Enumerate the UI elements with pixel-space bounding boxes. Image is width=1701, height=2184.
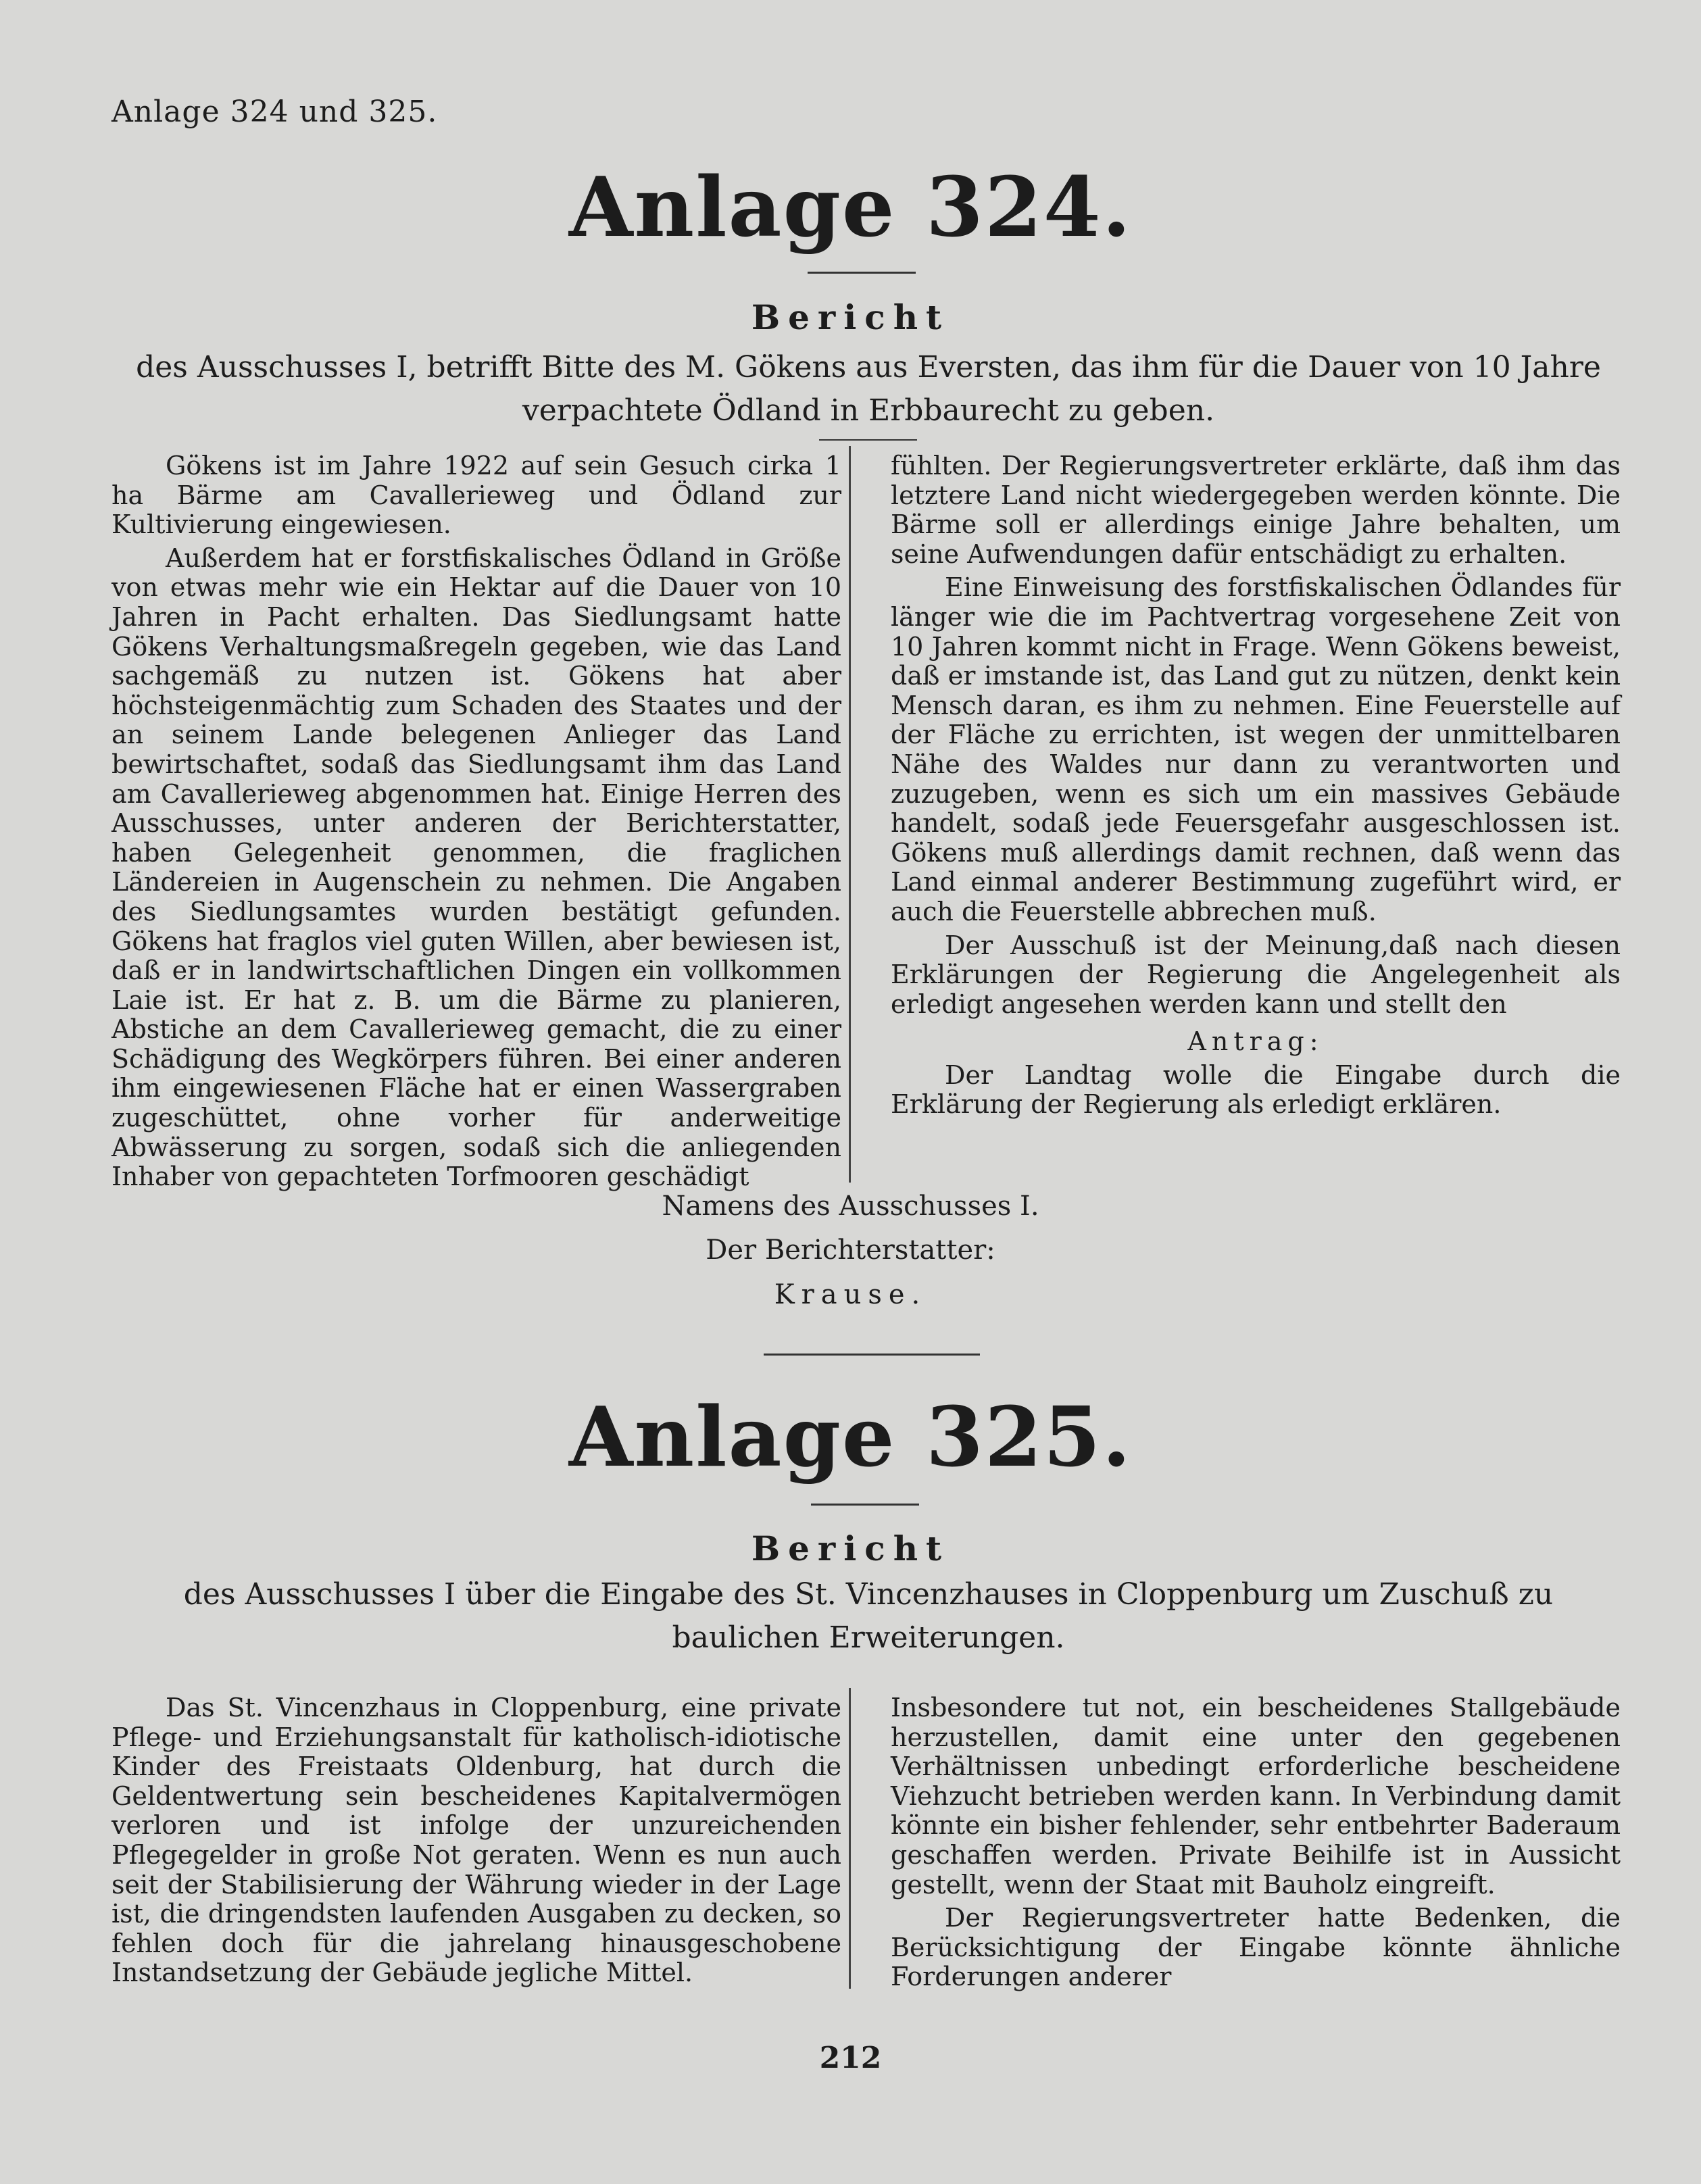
anlage-325-left-column bbox=[112, 1693, 841, 1988]
anlage-324-right-column bbox=[891, 451, 1621, 1120]
paragraph: Außerdem hat er forstfiskalisches Ödland in Größe von etwas mehr wie ein Hektar auf die Dauer von 10 Jahren in Pacht erhalten. Das Siedlungsamt hatte Gökens Verhaltungsmaßregeln gegeben, wie das Land sachgemäß zu nutzen ist. Gökens hat aber höchsteigenmächtig zum Schaden des Staates und der an seinem Lande belegenen Anlieger das Land bewirtschaftet, sodaß das Siedlungsamt ihm das Land am Cavallerieweg abgenommen hat. Einige Herren des Ausschusses, unter anderen der Berichterstatter, haben Gelegenheit genommen, die fraglichen Ländereien in Augenschein zu nehmen. Die Angaben des Siedlungsamtes wurden bestätigt gefunden. Gökens hat fraglos viel guten Willen, aber bewiesen ist, daß er in landwirtschaftlichen Dingen ein vollkommen Laie ist. Er hat z. B. um die Bärme zu planieren, Abstiche an dem Cavallerieweg gemacht, die zu einer Schädigung des Wegkörpers führen. Bei einer anderen ihm eingewiesenen Fläche hat er einen Wassergraben zugeschüttet, ohne vorher für anderweitige Abwässerung zu sorgen, sodaß sich die anliegenden Inhaber von gepachteten Torfmooren geschädigt bbox=[112, 543, 841, 1192]
title-rule bbox=[808, 272, 916, 274]
column-rule bbox=[819, 439, 917, 441]
page-number: 212 bbox=[819, 2041, 882, 2075]
antrag-text: Der Landtag wolle die Eingabe durch die Erklärung der Regierung als erledigt erklären. bbox=[891, 1060, 1621, 1120]
anlage-324-title: Anlage 324. bbox=[568, 158, 1133, 255]
anlage-325-right-column bbox=[891, 1693, 1621, 1992]
anlage-325-heading: Bericht bbox=[751, 1529, 950, 1568]
section-rule bbox=[764, 1354, 980, 1356]
paragraph: Der Regierungsvertreter hatte Bedenken, die Berücksichtigung der Eingabe könnte ähnliche Forderungen anderer bbox=[891, 1903, 1621, 1992]
title-rule bbox=[811, 1504, 919, 1506]
paragraph: Eine Einweisung des forstfiskalischen Ödlandes für länger wie die im Pachtvertrag vorgesehene Zeit von 10 Jahren kommt nicht in Frage. Wenn Gökens beweist, daß er imstande ist, das Land gut zu nützen, denkt kein Mensch daran, es ihm zu nehmen. Eine Feuerstelle auf der Fläche zu errichten, ist wegen der unmittelbaren Nähe des Waldes nur dann zu verantworten und zuzugeben, wenn es sich um ein massives Gebäude handelt, sodaß jede Feuersgefahr ausgeschlossen ist. Gökens muß allerdings damit rechnen, daß wenn das Land einmal anderer Bestimmung zugeführt wird, er auch die Feuerstelle abbrechen muß. bbox=[891, 572, 1621, 926]
anlage-324-left-column bbox=[112, 451, 841, 1192]
paragraph: Gökens ist im Jahre 1922 auf sein Gesuch cirka 1 ha Bärme am Cavallerieweg und Ödland zur Kultivierung eingewiesen. bbox=[112, 451, 841, 540]
column-divider bbox=[849, 446, 851, 1183]
paragraph: Das St. Vincenzhaus in Cloppenburg, eine private Pflege- und Erziehungsanstalt für katholisch-idiotische Kinder des Freistaats Oldenburg, hat durch die Geldentwertung sein bescheidenes Kapitalvermögen verloren und ist infolge der unzureichenden Pflegegelder in große Not geraten. Wenn es nun auch seit der Stabilisierung der Währung wieder in der Lage ist, die dringendsten laufenden Ausgaben zu decken, so fehlen doch für die jahrelang hinausgeschobene Instandsetzung der Gebäude jegliche Mittel. bbox=[112, 1693, 841, 1988]
signature-committee: Namens des Ausschusses I. bbox=[662, 1191, 1039, 1222]
antrag-heading: Antrag: bbox=[1187, 1026, 1324, 1057]
anlage-324-subject: des Ausschusses I, betrifft Bitte des M. Gökens aus Eversten, das ihm für die Dauer von 10 Jahre verpachtete Ödland in Erbbaurecht zu geben. bbox=[136, 350, 1601, 428]
column-divider bbox=[849, 1688, 851, 1989]
paragraph: Insbesondere tut not, ein bescheidenes Stallgebäude herzustellen, damit eine unter den gegebenen Verhältnissen unbedingt erforderliche bescheidene Viehzucht betrieben werden kann. In Verbindung damit könnte ein bisher fehlender, sehr entbehrter Baderaum geschaffen werden. Private Beihilfe ist in Aussicht gestellt, wenn der Staat mit Bauholz eingreift. bbox=[891, 1693, 1621, 1900]
running-head: Anlage 324 und 325. bbox=[112, 95, 438, 129]
signature-role: Der Berichterstatter: bbox=[706, 1235, 995, 1266]
anlage-325-subject: des Ausschusses I über die Eingabe des St. Vincenzhauses in Cloppenburg um Zuschuß zu baulichen Erweiterungen. bbox=[183, 1577, 1554, 1655]
signature-name: Krause. bbox=[774, 1279, 927, 1310]
anlage-325-title: Anlage 325. bbox=[568, 1388, 1133, 1485]
anlage-324-heading: Bericht bbox=[751, 297, 950, 337]
paragraph: fühlten. Der Regierungsvertreter erklärte, daß ihm das letztere Land nicht wiedergegeben werden könnte. Die Bärme soll er allerdings einige Jahre behalten, um seine Aufwendungen dafür entschädigt zu erhalten. bbox=[891, 451, 1621, 569]
paragraph: Der Ausschuß ist der Meinung,daß nach diesen Erklärungen der Regierung die Angelegenheit als erledigt angesehen werden kann und stellt den bbox=[891, 930, 1621, 1019]
